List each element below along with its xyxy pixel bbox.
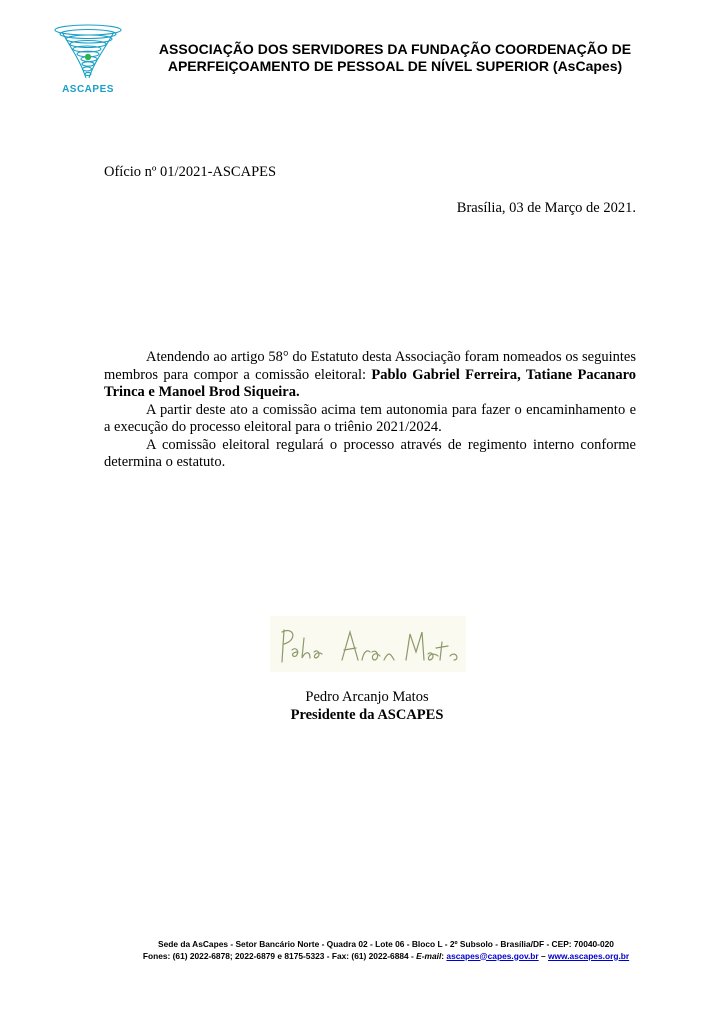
signatory-title: Presidente da ASCAPES [290,707,444,723]
swirl-logo-icon [52,20,124,84]
email-label: E-mail [416,950,442,961]
footer-dash: – [538,950,548,961]
footer-phones: Fones: (61) 2022-6878; 2022-6879 e 8175-5323 - Fax: (61) 2022-6884 - [142,950,417,961]
paragraph-1 [104,349,636,402]
paragraph-3: A comissão eleitoral regulará o processo através de regimento interno conforme determina o estatuto. [104,436,636,470]
signatory-name: Pedro Arcanjo Matos [305,689,429,705]
footer-address: Sede da AsCapes - Setor Bancário Norte - Quadra 02 - Lote 06 - Bloco L - 2º Subsolo - Brasília/DF - CEP: 70040-020 [158,939,614,949]
commission-members: Pablo Gabriel Ferreira, Tatiane Pacanaro Trinca e Manoel Brod Siqueira. [104,366,637,400]
title-line-1: ASSOCIAÇÃO DOS SERVIDORES DA FUNDAÇÃO COORDENAÇÃO DE [158,41,632,57]
signature-icon [270,616,466,672]
email-separator: : [441,950,447,961]
place-date: Brasília, 03 de Março de 2021. [456,200,636,216]
website-link[interactable]: www.ascapes.org.br [548,950,630,961]
paragraph-2: A partir deste ato a comissão acima tem autonomia para fazer o encaminhamento e a execução do processo eleitoral para o triênio 2021/2024. [104,401,636,435]
signature [270,616,466,672]
ascapes-logo [52,20,124,100]
paragraph-1-text: Atendendo ao artigo 58° do Estatuto desta Associação foram nomeados os seguintes membros para compor a comissão eleitoral: [104,349,636,383]
email-link[interactable]: ascapes@capes.gov.br [446,950,539,961]
letter-reference: Ofício nº 01/2021-ASCAPES [104,164,277,180]
footer-contacts [80,951,692,963]
association-name [128,41,662,75]
footer [80,939,692,962]
title-line-2: APERFEIÇOAMENTO DE PESSOAL DE NÍVEL SUPERIOR (AsCapes) [167,58,623,74]
letter-body [104,349,636,472]
logo-text: ASCAPES [62,84,114,95]
